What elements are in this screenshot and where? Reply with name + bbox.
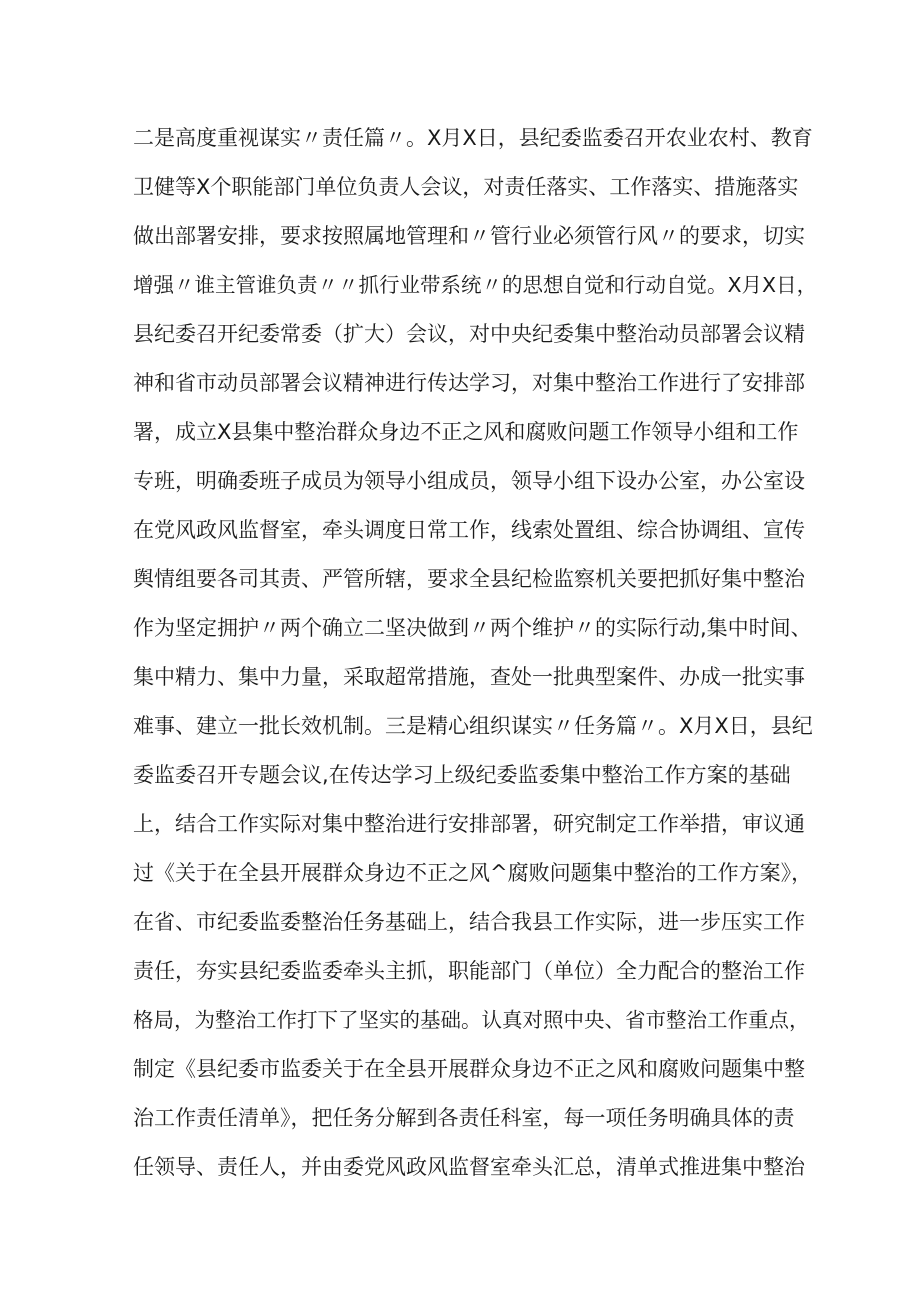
paragraph-line: 过《关于在全县开展群众身边不正之风^腐败问题集中整治的工作方案》， xyxy=(133,861,813,885)
paragraph-line: 二是高度重视谋实〃责任篇〃。X月X日，县纪委监委召开农业农村、教育 xyxy=(133,126,813,150)
paragraph-line: 专班，明确委班子成员为领导小组成员，领导小组下设办公室，办公室设 xyxy=(133,469,805,493)
paragraph-line: 神和省市动员部署会议精神进行传达学习，对集中整治工作进行了安排部 xyxy=(133,371,805,395)
paragraph-line: 责任，夯实县纪委监委牵头主抓，职能部门（单位）全力配合的整治工作 xyxy=(133,959,805,983)
paragraph-line: 上，结合工作实际对集中整治进行安排部署，研究制定工作举措，审议通 xyxy=(133,812,805,836)
paragraph-line: 署，成立X县集中整治群众身边不正之风和腐败问题工作领导小组和工作 xyxy=(133,420,799,444)
paragraph-line: 县纪委召开纪委常委（扩大）会议，对中央纪委集中整治动员部署会议精 xyxy=(133,322,805,346)
paragraph-line: 作为坚定拥护〃两个确立二坚决做到〃两个维护〃的实际行动,集中时间、 xyxy=(133,616,812,640)
paragraph-line: 在省、市纪委监委整治任务基础上，结合我县工作实际，进一步压实工作 xyxy=(133,910,805,934)
paragraph-line: 卫健等X个职能部门单位负责人会议，对责任落实、工作落实、措施落实 xyxy=(133,175,799,199)
paragraph-line: 任领导、责任人，并由委党风政风监督室牵头汇总，清单式推进集中整治 xyxy=(133,1155,805,1179)
paragraph-line: 舆情组要各司其责、严管所辖，要求全县纪检监察机关要把抓好集中整治 xyxy=(133,567,805,591)
body-paragraph xyxy=(133,114,818,1192)
paragraph-line: 治工作责任清单》，把任务分解到各责任科室，每一项任务明确具体的责 xyxy=(133,1106,795,1130)
paragraph-line: 难事、建立一批长效机制。三是精心组织谋实〃任务篇〃。X月X日，县纪 xyxy=(133,714,813,738)
paragraph-line: 做出部署安排，要求按照属地管理和〃管行业必须管行风〃的要求，切实 xyxy=(133,224,805,248)
paragraph-line: 在党风政风监督室，牵头调度日常工作，线索处置组、综合协调组、宣传 xyxy=(133,518,805,542)
paragraph-line: 格局，为整治工作打下了坚实的基础。认真对照中央、省市整治工作重点， xyxy=(133,1008,810,1032)
paragraph-line: 增强〃谁主管谁负责〃〃抓行业带系统〃的思想自觉和行动自觉。X月X日， xyxy=(133,273,818,297)
paragraph-line: 制定《县纪委市监委关于在全县开展群众身边不正之风和腐败问题集中整 xyxy=(133,1057,805,1081)
paragraph-line: 集中精力、集中力量，采取超常措施，查处一批典型案件、办成一批实事 xyxy=(133,665,805,689)
paragraph-line: 委监委召开专题会议,在传达学习上级纪委监委集中整治工作方案的基础 xyxy=(133,763,791,787)
